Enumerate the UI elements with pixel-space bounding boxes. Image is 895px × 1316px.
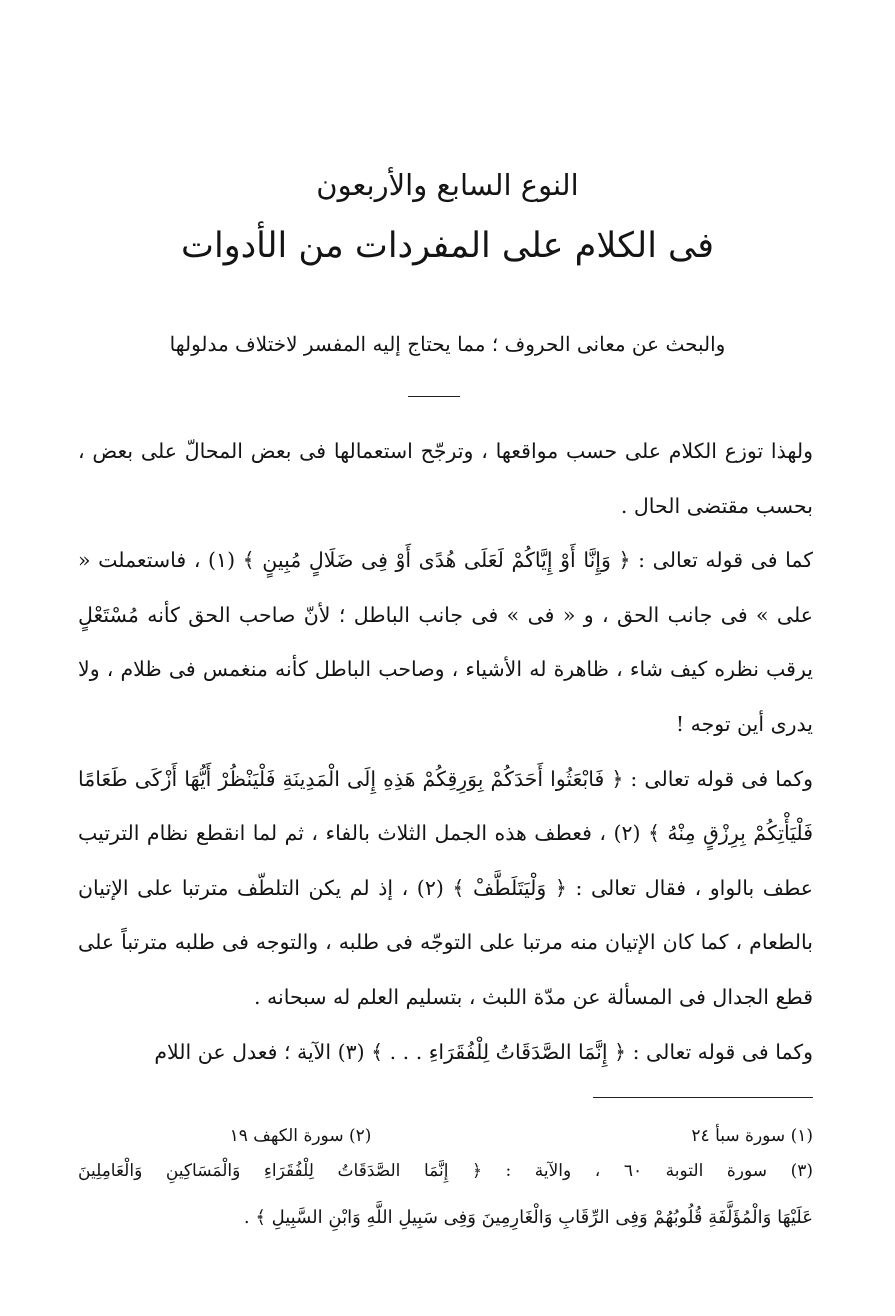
footnote-row xyxy=(78,1120,813,1152)
paragraph: وكما فى قوله تعالى : ﴿ فَابْعَثُوا أَحَدَكُمْ بِوَرِقِكُمْ هَذِهِ إِلَى الْمَدِينَةِ فَلْيَنْظُرْ أَيُّهَا أَزْكَى طَعَامًا فَلْيَأْتِكُمْ بِرِزْقٍ مِنْهُ ﴾ (٢) ، فعطف هذه الجمل الثلاث بالفاء ، ثم لما انقطع نظام الترتيب عطف بالواو ، فقال تعالى : ﴿ وَلْيَتَلَطَّفْ ﴾ (٢) ، إذ لم يكن التلطّف مترتبا على الإتيان بالطعام ، كما كان الإتيان منه مرتبا على التوجّه فى طلبه ، والتوجه فى طلبه مترتباً على قطع الجدال فى المسألة عن مدّة اللبث ، بتسليم العلم له سبحانه . xyxy=(78,766,814,1009)
footnote-divider xyxy=(593,1097,813,1098)
footnote-3-line2: عَلَيْهَا وَالْمُؤَلَّفَةِ قُلُوبُهُمْ وَفِى الرِّقَابِ وَالْغَارِمِينَ وَفِى سَبِيلِ اللَّهِ وَابْنِ السَّبِيلِ ﴾ . xyxy=(243,1207,813,1228)
footnote-3-line1: (٣) سورة التوبة ٦٠ ، والآية : ﴿ إِنَّمَا الصَّدَقَاتُ لِلْفُقَرَاءِ وَالْمَسَاكِينِ وَالْعَامِلِينَ xyxy=(78,1161,813,1181)
paragraph: وكما فى قوله تعالى : ﴿ إِنَّمَا الصَّدَقَاتُ لِلْفُقَرَاءِ . . . ﴾ (٣) الآية ؛ فعدل عن اللام xyxy=(154,1039,813,1064)
footnote-2: (٢) سورة الكهف ١٩ xyxy=(229,1126,372,1146)
paragraph: كما فى قوله تعالى : ﴿ وَإِنَّا أَوْ إِيَّاكُمْ لَعَلَى هُدًى أَوْ فِى ضَلَالٍ مُبِينٍ ﴾ (١) ، فاستعملت « على » فى جانب الحق ، و « فى » فى جانب الباطل ؛ لأنّ صاحب الحق كأنه مُسْتَعْلٍ يرقب نظره كيف شاء ، ظاهرة له الأشياء ، وصاحب الباطل كأنه منغمس فى ظلام ، ولا يدرى أين توجه ! xyxy=(78,548,813,736)
paragraph: ولهذا توزع الكلام على حسب مواقعها ، وترجّح استعمالها فى بعض المحالّ على بعض ، بحسب مقتضى الحال . xyxy=(78,439,813,518)
footnotes xyxy=(78,1120,813,1246)
body-text xyxy=(78,424,813,1079)
chapter-heading-line1: النوع السابع والأربعون xyxy=(316,168,579,202)
heading-divider xyxy=(408,396,460,397)
footnote-1: (١) سورة سبأ ٢٤ xyxy=(691,1126,813,1146)
chapter-subtitle: والبحث عن معانى الحروف ؛ مما يحتاج إليه المفسر لاختلاف مدلولها xyxy=(169,332,726,356)
chapter-heading-line2: فى الكلام على المفردات من الأدوات xyxy=(181,226,714,266)
